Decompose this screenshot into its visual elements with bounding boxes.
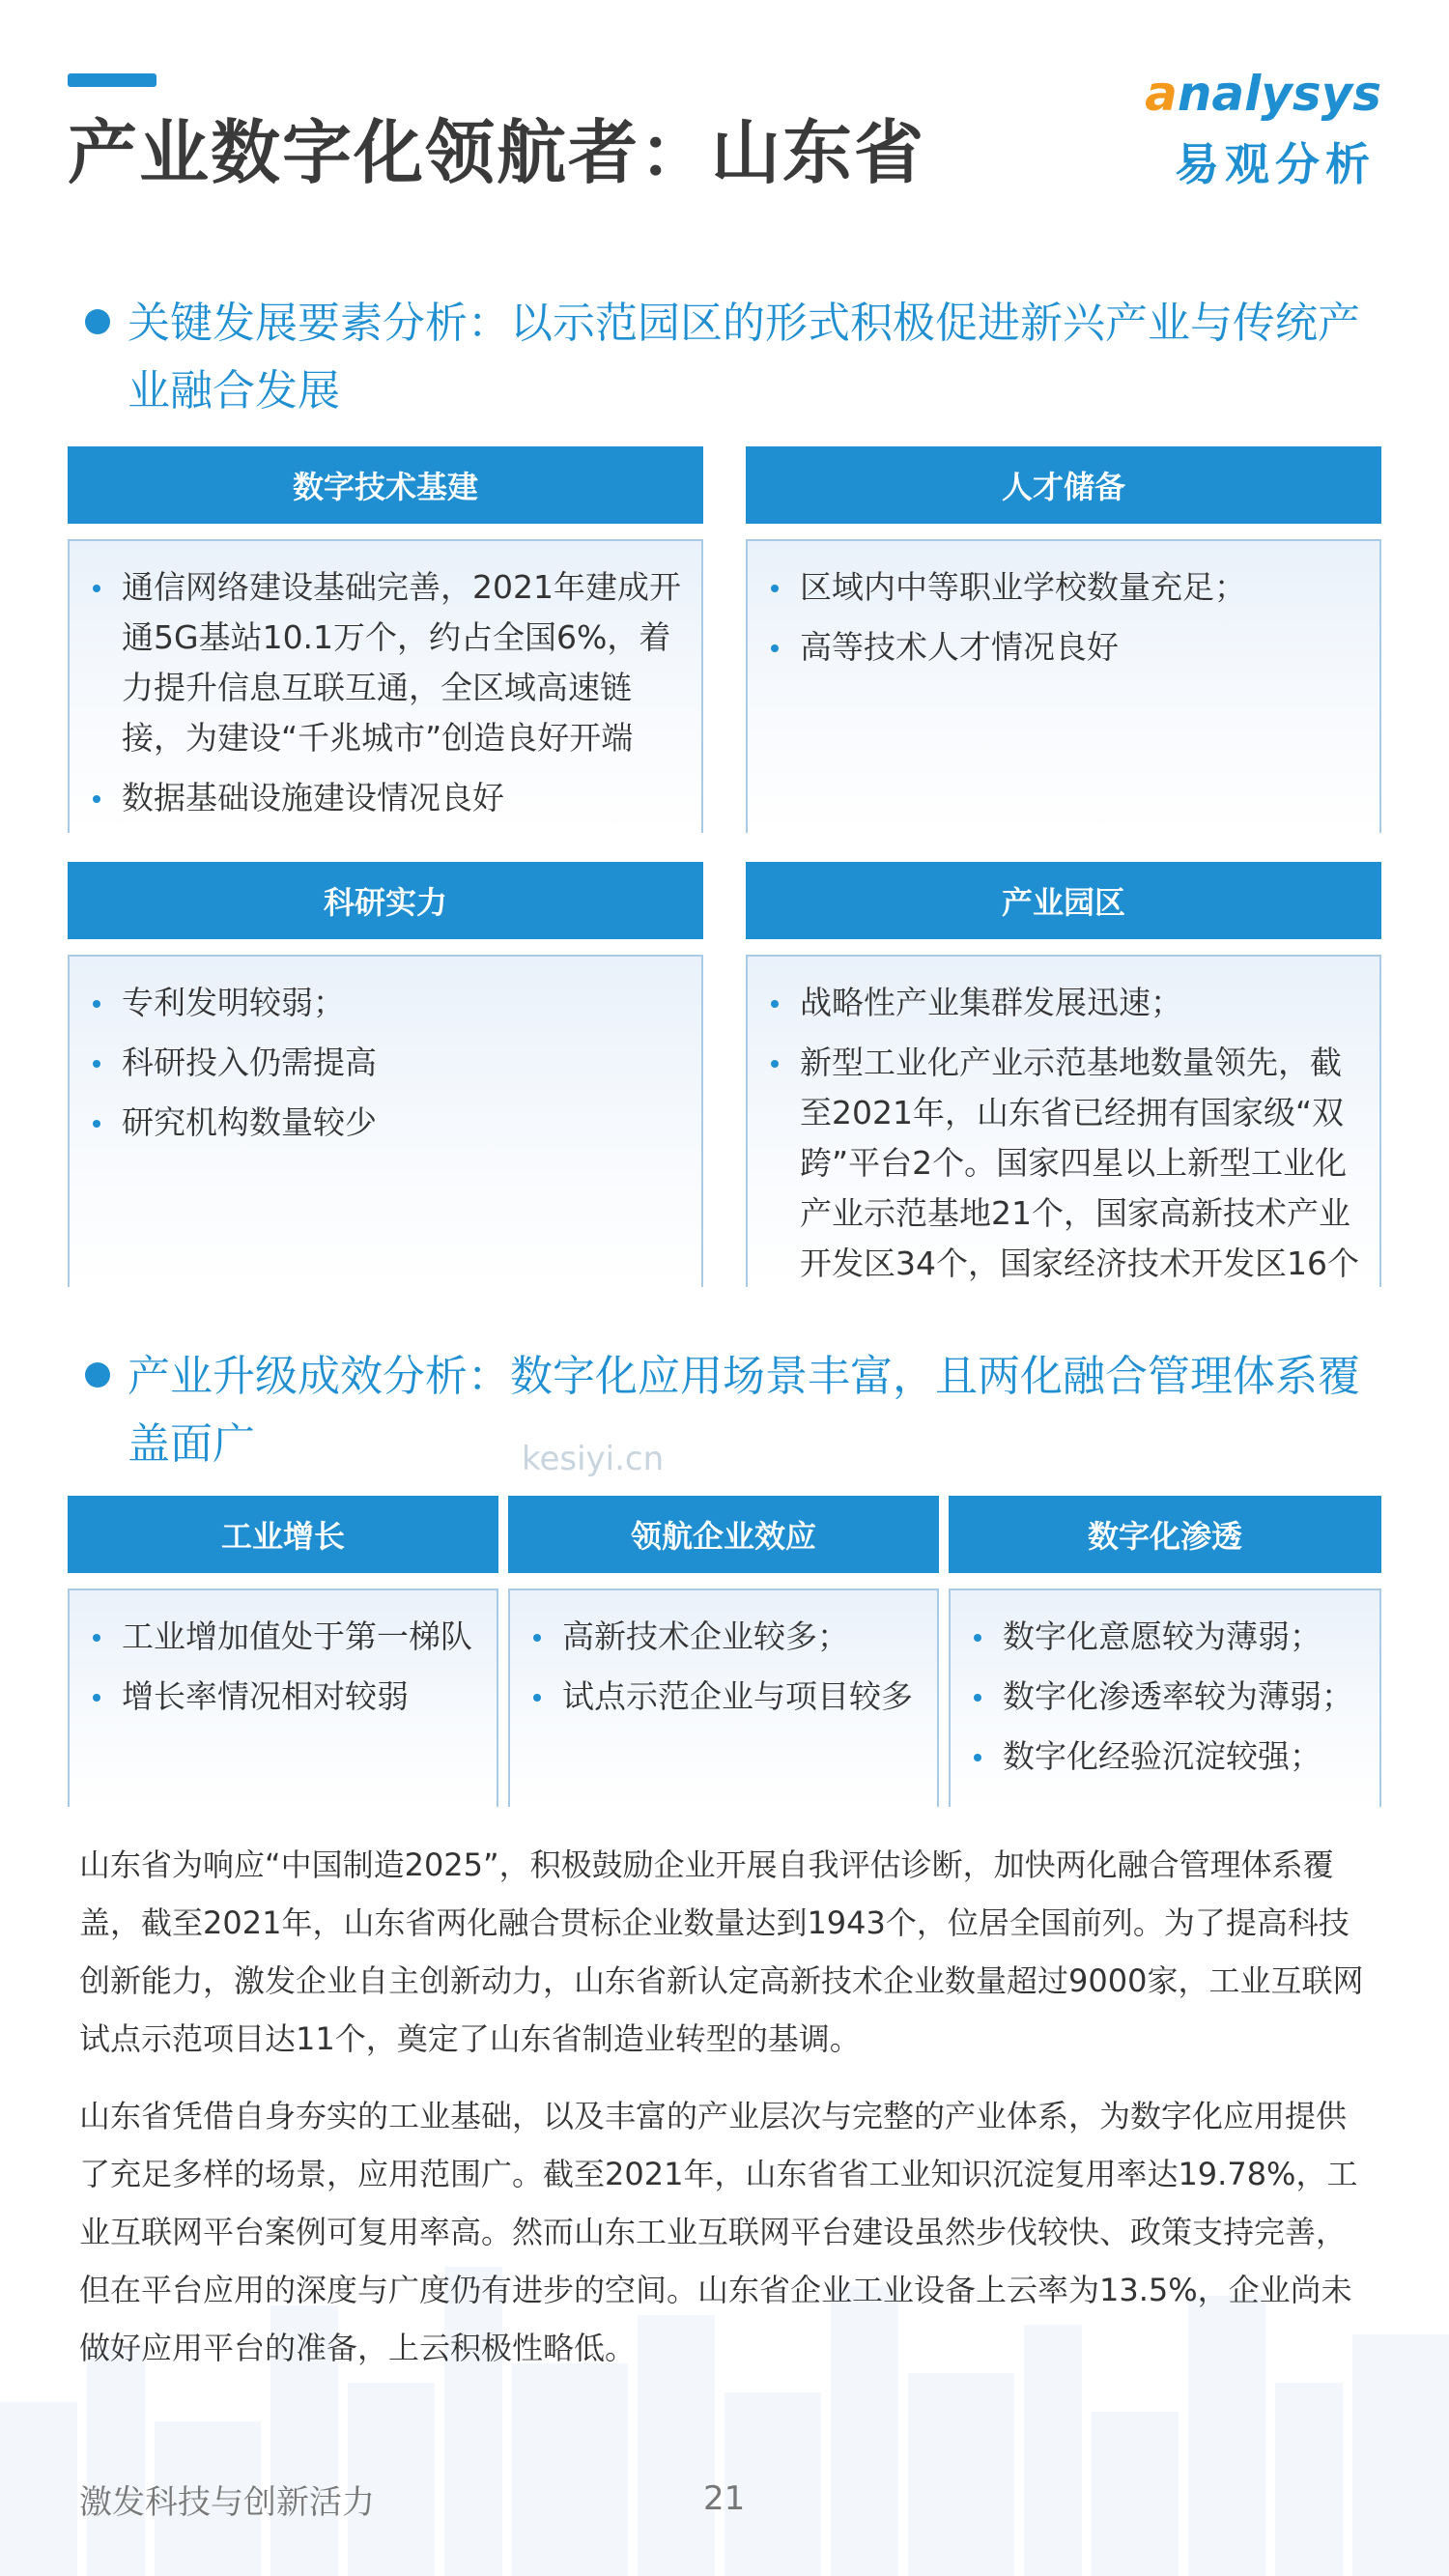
card-title: 产业园区: [746, 862, 1381, 939]
logo-wordmark: analysys: [1145, 66, 1381, 122]
list-item: 通信网络建设基础完善，2021年建成开通5G基站10.1万个，约占全国6%，着力提升信息互联互通，全区域高速链接，为建设“千兆城市”创造良好开端: [89, 562, 682, 763]
card-digital-infrastructure: [68, 446, 703, 833]
card-body: [68, 539, 703, 833]
card-title: 领航企业效应: [508, 1496, 939, 1573]
card-body: [746, 539, 1381, 833]
list-item: 专利发明较弱；: [89, 978, 682, 1028]
list-item: 数字化经验沉淀较强；: [970, 1732, 1360, 1782]
body-paragraph-2: 山东省凭借自身夯实的工业基础，以及丰富的产业层次与完整的产业体系，为数字化应用提供了充足多样的场景，应用范围广。截至2021年，山东省省工业知识沉淀复用率达19.78%，工业互联网平台案例可复用率高。然而山东工业互联网平台建设虽然步伐较快、政策支持完善，但在平台应用的深度与广度仍有进步的空间。山东省企业工业设备上云率为13.5%，企业尚未做好应用平台的准备，上云积极性略低。: [79, 2098, 1358, 2366]
list-item: 科研投入仍需提高: [89, 1038, 682, 1088]
card-industrial-parks: [746, 862, 1381, 1287]
list-item: 新型工业化产业示范基地数量领先，截至2021年，山东省已经拥有国家级“双跨”平台2个。国家四星以上新型工业化产业示范基地21个，国家高新技术产业开发区34个，国家经济技术开发区16个: [767, 1038, 1360, 1289]
card-title: 数字技术基建: [68, 446, 703, 524]
card-title: 数字化渗透: [949, 1496, 1381, 1573]
card-digital-penetration: [949, 1496, 1381, 1807]
card-body: [68, 1589, 498, 1807]
list-item: 增长率情况相对较弱: [89, 1672, 477, 1722]
card-title: 科研实力: [68, 862, 703, 939]
list-item: 工业增加值处于第一梯队: [89, 1612, 477, 1662]
card-leading-enterprise-effect: [508, 1496, 939, 1807]
card-body: [68, 955, 703, 1287]
card-body: [508, 1589, 939, 1807]
list-item: 战略性产业集群发展迅速；: [767, 978, 1360, 1028]
card-title: 人才储备: [746, 446, 1381, 524]
card-industrial-growth: [68, 1496, 498, 1807]
list-item: 数据基础设施建设情况良好: [89, 773, 682, 823]
card-talent-reserve: [746, 446, 1381, 833]
logo-chinese-name: 易观分析: [1175, 138, 1376, 190]
card-research-strength: [68, 862, 703, 1287]
section1-heading: 关键发展要素分析：以示范园区的形式积极促进新兴产业与传统产业融合发展: [85, 290, 1379, 425]
list-item: 数字化渗透率较为薄弱；: [970, 1672, 1360, 1722]
card-title: 工业增长: [68, 1496, 498, 1573]
list-item: 高等技术人才情况良好: [767, 622, 1360, 673]
watermark: kesiyi.cn: [522, 1440, 665, 1478]
card-body: [746, 955, 1381, 1287]
list-item: 数字化意愿较为薄弱；: [970, 1612, 1360, 1662]
section2-heading: 产业升级成效分析：数字化应用场景丰富，且两化融合管理体系覆盖面广: [85, 1343, 1379, 1478]
card-body: [949, 1589, 1381, 1807]
analysys-logo: [1130, 66, 1381, 191]
body-paragraph-1: 山东省为响应“中国制造2025”，积极鼓励企业开展自我评估诊断，加快两化融合管理体系覆盖，截至2021年，山东省两化融合贯标企业数量达到1943个，位居全国前列。为了提高科技创新能力，激发企业自主创新动力，山东省新认定高新技术企业数量超过9000家，工业互联网试点示范项目达11个，奠定了山东省制造业转型的基调。: [79, 1846, 1364, 2057]
list-item: 区域内中等职业学校数量充足；: [767, 562, 1360, 613]
list-item: 高新技术企业较多；: [529, 1612, 918, 1662]
page-title: 产业数字化领航者：山东省: [68, 112, 926, 193]
heading-bullet-icon: [85, 309, 110, 334]
title-accent-bar: [68, 73, 156, 87]
list-item: 研究机构数量较少: [89, 1098, 682, 1148]
footer-slogan: 激发科技与创新活力: [79, 2483, 375, 2522]
heading-bullet-icon: [85, 1362, 110, 1388]
page-number: 21: [703, 2479, 746, 2518]
list-item: 试点示范企业与项目较多: [529, 1672, 918, 1722]
